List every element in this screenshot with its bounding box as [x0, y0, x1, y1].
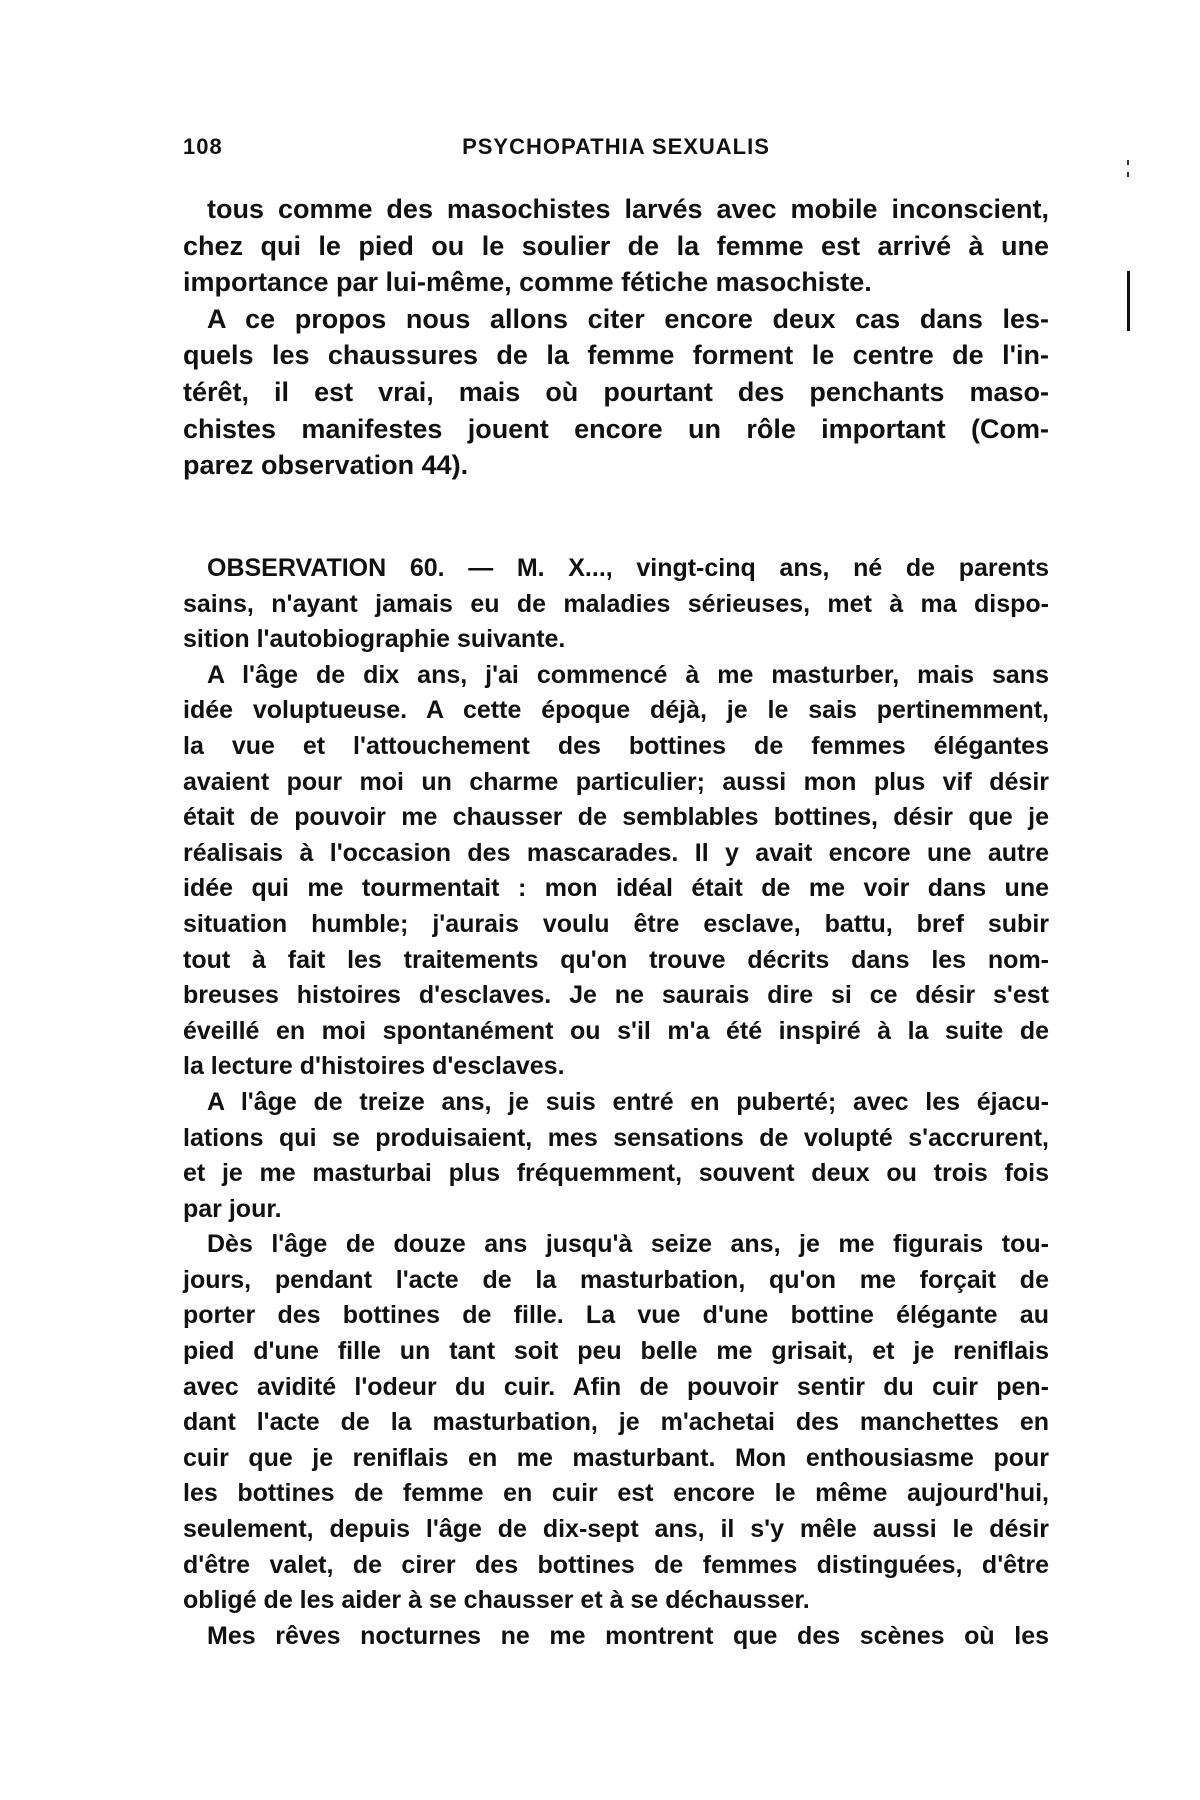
text-line: A l'âge de treize ans, je suis entré en puberté; avec les éjacu-: [207, 1087, 1049, 1116]
text-line: importance par lui-même, comme fétiche masochiste.: [183, 267, 872, 298]
running-title: PSYCHOPATHIA SEXUALIS: [462, 134, 770, 159]
text-line: tout à fait les traitements qu'on trouve décrits dans les nom-: [183, 945, 1049, 974]
paragraph: [183, 1619, 1049, 1655]
text-line: A ce propos nous allons citer encore deux cas dans les-: [207, 303, 1049, 334]
body-text: [183, 191, 1049, 484]
text-line: breuses histoires d'esclaves. Je ne saurais dire si ce désir s'est: [183, 981, 1049, 1010]
text-line: situation humble; j'aurais voulu être esclave, battu, bref subir: [183, 909, 1049, 938]
text-line: réalisais à l'occasion des mascarades. Il y avait encore une autre: [183, 838, 1049, 867]
text-line: porter des bottines de fille. La vue d'une bottine élégante au: [183, 1301, 1049, 1330]
text-line: sition l'autobiographie suivante.: [183, 625, 566, 654]
text-line: idée qui me tourmentait : mon idéal était de me voir dans une: [183, 874, 1049, 903]
text-line: pied d'une fille un tant soit peu belle me grisait, et je reniflais: [183, 1337, 1049, 1366]
text-line: la vue et l'attouchement des bottines de femmes élégantes: [183, 731, 1049, 760]
text-line: les bottines de femme en cuir est encore le même aujourd'hui,: [183, 1479, 1049, 1508]
text-line: A l'âge de dix ans, j'ai commencé à me masturber, mais sans: [207, 660, 1049, 689]
text-line: idée voluptueuse. A cette époque déjà, je le sais pertinemment,: [183, 696, 1049, 725]
text-line: avec avidité l'odeur du cuir. Afin de pouvoir sentir du cuir pen-: [183, 1372, 1049, 1401]
text-line: éveillé en moi spontanément ou s'il m'a été inspiré à la suite de: [183, 1016, 1049, 1045]
text-line: obligé de les aider à se chausser et à se déchausser.: [183, 1586, 810, 1615]
text-line: seulement, depuis l'âge de dix-sept ans, il s'y mêle aussi le désir: [183, 1515, 1049, 1544]
scan-speck: [1127, 160, 1129, 165]
paragraph: [183, 301, 1049, 484]
text-line: térêt, il est vrai, mais où pourtant des penchants maso-: [183, 376, 1049, 407]
scan-speck: [1127, 172, 1129, 177]
paragraph: [183, 658, 1049, 1085]
paragraph: [183, 1085, 1049, 1227]
text-line: Mes rêves nocturnes ne me montrent que des scènes où les: [207, 1621, 1049, 1650]
text-line: avaient pour moi un charme particulier; aussi mon plus vif désir: [183, 767, 1049, 796]
text-line: dant l'acte de la masturbation, je m'achetai des manchettes en: [183, 1408, 1049, 1437]
paragraph: [183, 191, 1049, 301]
text-line: OBSERVATION 60. — M. X..., vingt-cinq ans, né de parents: [207, 554, 1049, 582]
text-line: jours, pendant l'acte de la masturbation, qu'on me forçait de: [183, 1265, 1049, 1294]
running-header: [183, 134, 1049, 164]
text-line: tous comme des masochistes larvés avec mobile inconscient,: [207, 194, 1049, 224]
page-number: 108: [183, 134, 223, 159]
text-line: sains, n'ayant jamais eu de maladies sérieuses, met à ma dispo-: [183, 589, 1049, 618]
text-line: quels les chaussures de la femme forment le centre de l'in-: [183, 340, 1049, 371]
text-line: d'être valet, de cirer des bottines de femmes distinguées, d'être: [183, 1550, 1049, 1579]
text-line: cuir que je reniflais en me masturbant. Mon enthousiasme pour: [183, 1443, 1049, 1472]
text-line: parez observation 44).: [183, 450, 469, 481]
observation-60-text: [183, 551, 1049, 1654]
paragraph: [183, 1227, 1049, 1619]
scan-margin-mark: [1127, 271, 1130, 331]
text-line: chez qui le pied ou le soulier de la femme est arrivé à une: [183, 230, 1049, 261]
paragraph: [183, 551, 1049, 658]
text-line: Dès l'âge de douze ans jusqu'à seize ans, je me figurais tou-: [207, 1230, 1049, 1259]
text-line: lations qui se produisaient, mes sensations de volupté s'accrurent,: [183, 1123, 1049, 1152]
text-line: était de pouvoir me chausser de semblables bottines, désir que je: [183, 803, 1049, 832]
text-line: chistes manifestes jouent encore un rôle important (Com-: [183, 413, 1049, 444]
text-line: et je me masturbai plus fréquemment, souvent deux ou trois fois: [183, 1159, 1049, 1188]
text-line: par jour.: [183, 1194, 282, 1223]
text-line: la lecture d'histoires d'esclaves.: [183, 1052, 565, 1081]
